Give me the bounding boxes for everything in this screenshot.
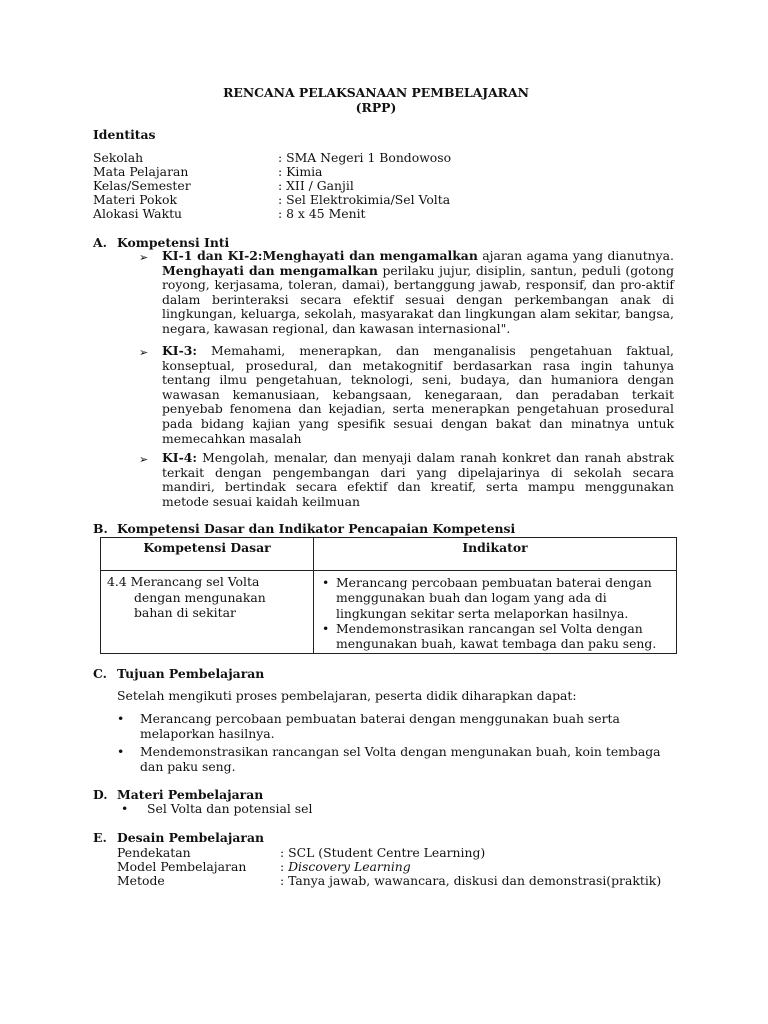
arrow-bullet-icon: ➢: [139, 251, 149, 264]
section-e-heading: Desain Pembelajaran: [117, 830, 264, 845]
indikator-cell: [314, 571, 677, 654]
identitas-label: Kelas/Semester: [93, 178, 191, 193]
tujuan-item-cont: dan paku seng.: [140, 759, 236, 774]
ki4-text: Mengolah, menalar, dan menyaji dalam ranah konkret dan ranah abstrak terkait dengan pengembangan dari yang dipelajarinya di sekolah secara mandiri, bertindak secara efektif dan kreatif, serta mampu menggunakan metode sesuai kaidah keilmuan: [162, 450, 674, 509]
identitas-value: : XII / Ganjil: [278, 178, 354, 193]
doc-title: RENCANA PELAKSANAAN PEMBELAJARAN: [223, 85, 529, 100]
identitas-value: : SMA Negeri 1 Bondowoso: [278, 150, 452, 165]
section-b-letter: B.: [93, 521, 108, 536]
ki4-label: KI-4:: [162, 450, 197, 465]
bullet-icon: •: [117, 711, 125, 726]
desain-value-prefix: :: [280, 859, 289, 874]
materi-item: Sel Volta dan potensial sel: [147, 801, 313, 816]
section-c-letter: C.: [93, 666, 107, 681]
kd-cell: [101, 571, 314, 654]
section-d-heading: Materi Pembelajaran: [117, 787, 264, 802]
identitas-label: Materi Pokok: [93, 192, 177, 207]
indikator-item: • Merancang percobaan pembuatan baterai dengan menggunakan buah dan logam yang ada di lingkungan sekitar serta melaporkan hasilnya.: [336, 575, 670, 621]
ki12-label: KI-1 dan KI-2:: [162, 248, 263, 263]
identitas-label: Sekolah: [93, 150, 144, 165]
arrow-bullet-icon: ➢: [139, 346, 149, 359]
col-header-indikator: Indikator: [314, 538, 677, 571]
tujuan-intro: Setelah mengikuti proses pembelajaran, peserta didik diharapkan dapat:: [117, 688, 577, 703]
section-c-heading: Tujuan Pembelajaran: [117, 666, 265, 681]
bullet-icon: •: [117, 744, 125, 759]
ki12-text1: ajaran agama yang dianutnya.: [477, 248, 674, 263]
identitas-value: : Kimia: [278, 164, 323, 179]
ki3-paragraph: [162, 344, 674, 446]
desain-value-italic: Discovery Learning: [288, 859, 411, 874]
kd-line: bahan di sekitar: [134, 605, 236, 620]
desain-label: Pendekatan: [117, 845, 191, 860]
ki3-text: Memahami, menerapkan, dan menganalisis pengetahuan faktual, konseptual, prosedural, dan metakognitif berdasarkan rasa ingin tahunya tentang ilmu pengetahuan, teknologi, seni, budaya, dan humaniora dengan wawasan kemanusiaan, kebangsaan, kenegaraan, dan peradaban terkait penyebab fenomena dan kejadian, serta menerapkan pengetahuan prosedural pada bidang kajian yang spesifik sesuai dengan bakat dan minatnya untuk memecahkan masalah: [162, 343, 674, 446]
section-a-heading: Kompetensi Inti: [117, 235, 230, 250]
desain-label: Model Pembelajaran: [117, 859, 247, 874]
ki12-bold2: Menghayati dan mengamalkan: [162, 262, 378, 278]
section-d-letter: D.: [93, 787, 108, 802]
tujuan-item-cont: melaporkan hasilnya.: [140, 726, 275, 741]
identitas-label: Alokasi Waktu: [93, 206, 183, 221]
section-b-heading: Kompetensi Dasar dan Indikator Pencapaian Kompetensi: [117, 521, 516, 536]
identitas-value: : Sel Elektrokimia/Sel Volta: [278, 192, 451, 207]
kd-line: Merancang sel Volta: [130, 574, 260, 589]
col-header-kd: Kompetensi Dasar: [101, 538, 314, 571]
section-e-letter: E.: [93, 830, 107, 845]
kd-number: 4.4: [107, 574, 127, 589]
indikator-item: • Mendemonstrasikan rancangan sel Volta dengan mengunakan buah, kawat tembaga dan paku seng.: [336, 621, 670, 652]
doc-subtitle: (RPP): [355, 100, 397, 115]
ki12-paragraph: [162, 249, 674, 337]
ki12-text2: perilaku jujur, disiplin, santun, peduli (gotong royong, kerjasama, toleran, damai), bertanggung jawab, responsif, dan pro-aktif dalam berinteraksi secara efektif sesuai dengan perkembangan anak di lingkungan, keluarga, sekolah, masyarakat dan lingkungan alam sekitar, bangsa, negara, kawasan regional, dan kawasan internasional".: [162, 262, 674, 336]
bullet-icon: •: [121, 801, 129, 816]
kd-line: dengan mengunakan: [134, 589, 266, 605]
tujuan-item: Merancang percobaan pembuatan baterai dengan menggunakan buah serta: [140, 711, 620, 726]
ki12-bold1: Menghayati dan mengamalkan: [262, 248, 478, 263]
desain-label: Metode: [117, 873, 165, 888]
section-a-letter: A.: [93, 235, 107, 250]
desain-value: : Tanya jawab, wawancara, diskusi dan demonstrasi(praktik): [280, 873, 662, 888]
identitas-label: Mata Pelajaran: [93, 164, 189, 179]
ki3-label: KI-3:: [162, 343, 197, 358]
tujuan-item: Mendemonstrasikan rancangan sel Volta dengan mengunakan buah, koin tembaga: [140, 744, 661, 759]
arrow-bullet-icon: ➢: [139, 453, 149, 466]
ki4-paragraph: [162, 451, 674, 509]
desain-value: : SCL (Student Centre Learning): [280, 845, 486, 860]
identitas-heading: Identitas: [93, 127, 156, 142]
identitas-value: : 8 x 45 Menit: [278, 206, 366, 221]
kd-indikator-table: [100, 537, 677, 654]
